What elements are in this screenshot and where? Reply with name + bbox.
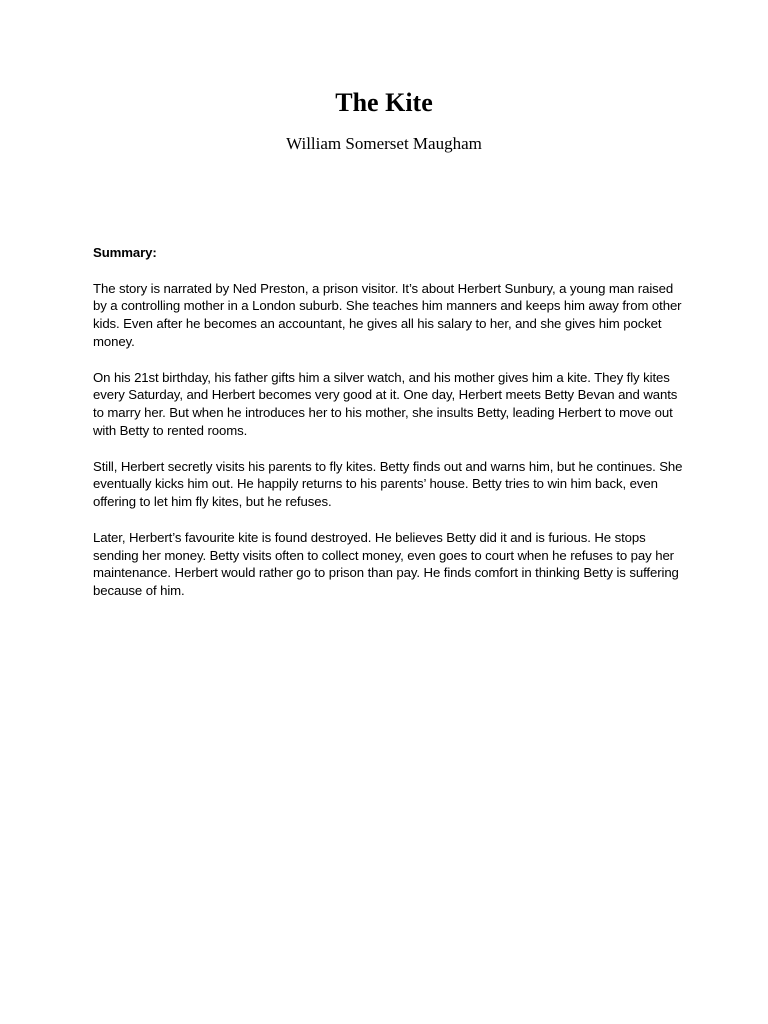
document-author: William Somerset Maugham xyxy=(286,134,482,153)
document-title: The Kite xyxy=(335,88,433,117)
summary-heading: Summary: xyxy=(93,245,157,260)
summary-paragraph-2: On his 21st birthday, his father gifts him a silver watch, and his mother gives him a kite. They fly kites every Saturday, and Herbert becomes very good at it. One day, Herbert meets Betty Bevan and wants to marry her. But when he introduces her to his mother, she insults Betty, leading Herbert to move out with Betty to rented rooms. xyxy=(93,369,678,438)
summary-paragraph-3: Still, Herbert secretly visits his parents to fly kites. Betty finds out and warns him, but he continues. She eventually kicks him out. He happily returns to his parents’ house. Betty tries to win him back, even offering to let him fly kites, but he refuses. xyxy=(93,458,683,510)
summary-paragraph-1: The story is narrated by Ned Preston, a prison visitor. It’s about Herbert Sunbury, a young man raised by a controlling mother in a London suburb. She teaches him manners and keeps him away from other kids. Even after he becomes an accountant, he gives all his salary to her, and she gives him pocket money. xyxy=(93,280,682,349)
document-body xyxy=(93,244,685,618)
summary-paragraph-4: Later, Herbert’s favourite kite is found destroyed. He believes Betty did it and is furious. He stops sending her money. Betty visits often to collect money, even goes to court when he refuses to pay her maintenance. Herbert would rather go to prison than pay. He finds comfort in thinking Betty is suffering because of him. xyxy=(93,529,679,599)
